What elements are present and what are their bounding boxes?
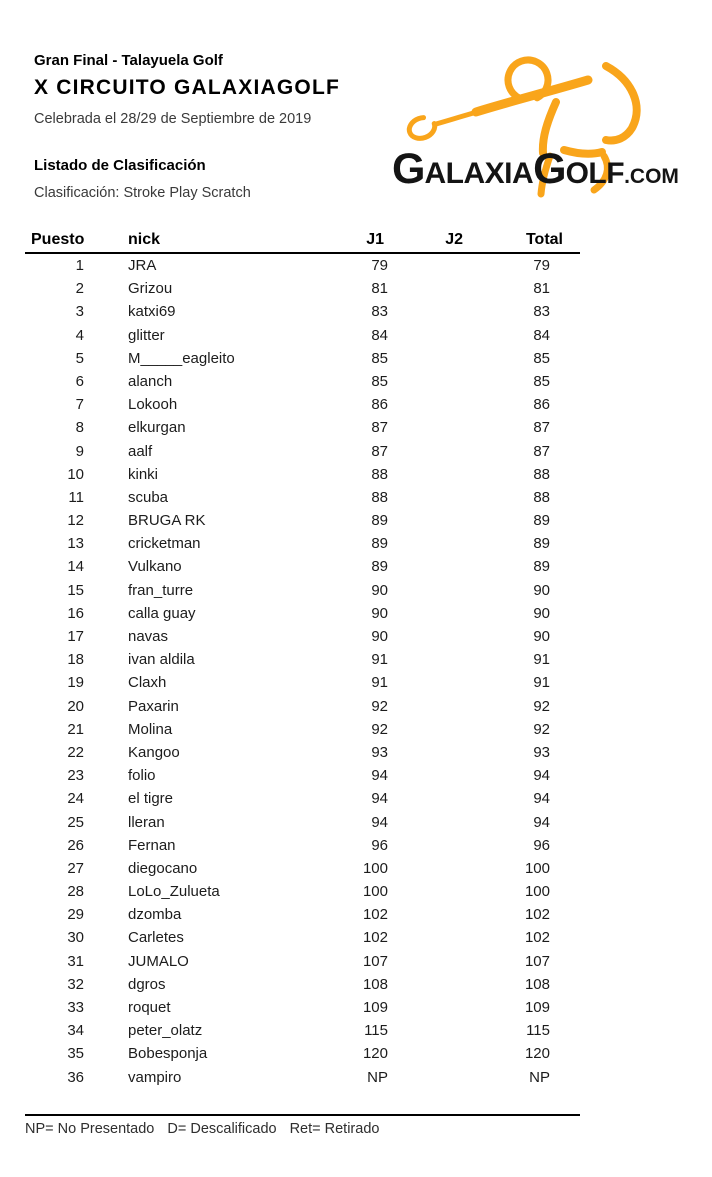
cell-j1: 79 (371, 257, 388, 274)
cell-puesto: 22 (67, 743, 84, 761)
cell-nick: el tigre (128, 790, 174, 808)
cell-nick: Molina (128, 720, 173, 738)
event-date: Celebrada el 28/29 de Septiembre de 2019 (34, 111, 312, 127)
cell-total: 89 (533, 558, 550, 576)
cell-total: 94 (533, 813, 550, 831)
table-row (25, 671, 580, 694)
results-legend (25, 1121, 379, 1137)
cell-nick: cricketman (128, 535, 201, 553)
cell-j1: 94 (371, 813, 388, 831)
table-row (25, 324, 580, 347)
cell-j2 (388, 950, 466, 973)
cell-j2 (388, 625, 466, 648)
cell-nick: calla guay (128, 604, 196, 622)
cell-j1: 94 (371, 790, 388, 808)
cell-puesto: 36 (67, 1068, 84, 1086)
cell-j2 (388, 1066, 466, 1089)
cell-total: 90 (533, 604, 550, 622)
cell-j1: 89 (371, 535, 388, 553)
cell-j1: 92 (371, 697, 388, 715)
cell-j2 (388, 926, 466, 949)
cell-puesto: 34 (67, 1022, 84, 1040)
cell-total: 79 (533, 257, 550, 274)
cell-total: 87 (533, 442, 550, 460)
cell-j1: 90 (371, 581, 388, 599)
cell-j1: 91 (371, 674, 388, 692)
cell-total: 94 (533, 790, 550, 808)
cell-nick: ivan aldila (128, 651, 195, 669)
cell-nick: M_____eagleito (128, 349, 235, 367)
table-row (25, 950, 580, 973)
cell-j2 (388, 324, 466, 347)
cell-puesto: 25 (67, 813, 84, 831)
table-row (25, 393, 580, 416)
cell-j1: 88 (371, 488, 388, 506)
cell-puesto: 11 (68, 488, 84, 506)
cell-j2 (388, 834, 466, 857)
cell-nick: Fernan (128, 836, 176, 854)
cell-nick: alanch (128, 372, 173, 390)
cell-j1: 84 (371, 326, 388, 344)
cell-puesto: 21 (67, 720, 84, 738)
cell-total: 92 (533, 720, 550, 738)
cell-nick: navas (128, 628, 169, 645)
cell-j2 (388, 648, 466, 671)
table-row (25, 1019, 580, 1042)
cell-j2 (388, 741, 466, 764)
cell-total: 85 (533, 349, 550, 367)
cell-total: 88 (533, 488, 550, 506)
cell-j2 (388, 579, 466, 602)
legend-d: D= Descalificado (167, 1121, 277, 1137)
cell-puesto: 9 (75, 442, 84, 460)
cell-puesto: 1 (75, 257, 84, 274)
cell-puesto: 33 (67, 999, 84, 1016)
col-j2: J2 (445, 231, 463, 248)
cell-j1: 87 (371, 442, 388, 460)
cell-j1: 108 (362, 975, 388, 993)
wordmark-g1: G (392, 145, 425, 193)
cell-total: 89 (533, 512, 550, 530)
cell-nick: Lokooh (128, 396, 178, 414)
cell-puesto: 26 (67, 836, 84, 854)
cell-nick: BRUGA RK (128, 512, 206, 530)
table-row (25, 416, 580, 439)
cell-j1: 96 (371, 836, 388, 854)
cell-j1: 86 (371, 396, 388, 414)
table-row (25, 300, 580, 323)
cell-total: 86 (533, 396, 550, 414)
cell-puesto: 23 (67, 767, 84, 785)
cell-j1: 100 (362, 859, 388, 877)
table-row (25, 579, 580, 602)
cell-total: 100 (524, 883, 550, 901)
cell-puesto: 27 (67, 859, 84, 877)
table-row (25, 509, 580, 532)
cell-nick: JUMALO (128, 952, 189, 970)
cell-total: 84 (533, 326, 550, 344)
cell-nick: Paxarin (128, 697, 179, 715)
cell-total: 109 (524, 999, 550, 1016)
cell-total: 120 (524, 1045, 550, 1063)
cell-puesto: 6 (75, 372, 84, 390)
cell-j1: 92 (371, 720, 388, 738)
cell-j1: 88 (371, 465, 388, 483)
col-total: Total (525, 231, 563, 248)
cell-total: 90 (533, 581, 550, 599)
cell-puesto: 35 (67, 1045, 84, 1063)
table-body (25, 254, 580, 1089)
cell-nick: folio (128, 767, 156, 785)
table-row (25, 880, 580, 903)
cell-j2 (388, 764, 466, 787)
cell-total: 107 (524, 952, 550, 970)
cell-puesto: 17 (67, 628, 84, 645)
table-row (25, 903, 580, 926)
cell-j2 (388, 532, 466, 555)
cell-total: 96 (533, 836, 550, 854)
table-row (25, 625, 580, 648)
cell-j1: 102 (362, 906, 388, 924)
cell-nick: Vulkano (128, 558, 182, 576)
table-row (25, 973, 580, 996)
cell-j2 (388, 463, 466, 486)
cell-total: 90 (533, 628, 550, 645)
cell-j2 (388, 1042, 466, 1065)
cell-puesto: 20 (67, 697, 84, 715)
table-row (25, 486, 580, 509)
cell-total: 91 (533, 651, 550, 669)
table-row (25, 695, 580, 718)
cell-j1: 100 (362, 883, 388, 901)
cell-total: 94 (533, 767, 550, 785)
cell-nick: fran_turre (128, 581, 194, 599)
cell-j2 (388, 718, 466, 741)
cell-nick: elkurgan (128, 419, 186, 437)
cell-j2 (388, 1019, 466, 1042)
cell-puesto: 32 (67, 975, 84, 993)
cell-j1: 81 (371, 280, 388, 298)
cell-j2 (388, 277, 466, 300)
cell-j2 (388, 880, 466, 903)
table-row (25, 996, 580, 1019)
cell-puesto: 5 (75, 349, 84, 367)
cell-total: 85 (533, 372, 550, 390)
cell-puesto: 31 (67, 952, 84, 970)
cell-j2 (388, 811, 466, 834)
cell-j2 (388, 996, 466, 1019)
cell-puesto: 7 (75, 396, 84, 414)
cell-puesto: 30 (67, 929, 84, 947)
classification-mode: Clasificación: Stroke Play Scratch (34, 185, 251, 201)
table-row (25, 1066, 580, 1089)
cell-j1: 120 (362, 1045, 388, 1063)
cell-j2 (388, 300, 466, 323)
table-row (25, 926, 580, 949)
cell-j2 (388, 440, 466, 463)
table-bottom-rule (25, 1114, 580, 1116)
galaxiagolf-logo (392, 50, 692, 200)
table-row (25, 741, 580, 764)
cell-total: NP (529, 1068, 550, 1086)
table-row (25, 834, 580, 857)
cell-nick: kinki (128, 465, 159, 483)
cell-nick: peter_olatz (128, 1022, 203, 1040)
cell-puesto: 29 (67, 906, 84, 924)
cell-nick: Bobesponja (128, 1045, 208, 1063)
cell-nick: aalf (128, 442, 153, 460)
cell-puesto: 13 (67, 535, 84, 553)
cell-total: 102 (524, 906, 550, 924)
cell-j1: 85 (371, 349, 388, 367)
listing-label: Listado de Clasificación (34, 157, 206, 174)
cell-puesto: 16 (67, 604, 84, 622)
cell-puesto: 15 (67, 581, 84, 599)
cell-j2 (388, 602, 466, 625)
event-name: Gran Final - Talayuela Golf (34, 52, 223, 69)
table-row (25, 787, 580, 810)
cell-nick: diegocano (128, 859, 198, 877)
cell-j2 (388, 973, 466, 996)
cell-j1: 85 (371, 372, 388, 390)
cell-j1: 102 (362, 929, 388, 947)
cell-j2 (388, 347, 466, 370)
cell-total: 93 (533, 743, 550, 761)
table-row (25, 811, 580, 834)
cell-puesto: 4 (75, 326, 84, 344)
table-row (25, 440, 580, 463)
table-row (25, 602, 580, 625)
cell-total: 91 (533, 674, 550, 692)
cell-puesto: 18 (67, 651, 84, 669)
cell-j2 (388, 857, 466, 880)
cell-nick: Grizou (128, 280, 173, 298)
cell-nick: dgros (128, 975, 166, 993)
cell-j1: 90 (371, 628, 388, 645)
cell-puesto: 2 (75, 280, 84, 298)
cell-j1: 89 (371, 512, 388, 530)
logo-wordmark (392, 145, 679, 193)
cell-j1: 91 (371, 651, 388, 669)
cell-puesto: 14 (67, 558, 84, 576)
cell-j2 (388, 555, 466, 578)
col-nick: nick (128, 231, 161, 248)
cell-total: 81 (533, 280, 550, 298)
wordmark-alaxia: ALAXIA (424, 157, 534, 190)
legend-np: NP= No Presentado (25, 1121, 155, 1137)
table-row (25, 347, 580, 370)
cell-j2 (388, 486, 466, 509)
wordmark-g2: G (533, 145, 566, 193)
cell-puesto: 10 (67, 465, 84, 483)
cell-puesto: 28 (67, 883, 84, 901)
cell-j1: 93 (371, 743, 388, 761)
legend-ret: Ret= Retirado (289, 1121, 380, 1137)
cell-j1: 115 (364, 1022, 388, 1040)
table-row (25, 764, 580, 787)
table-row (25, 254, 580, 277)
cell-j2 (388, 416, 466, 439)
table-row (25, 857, 580, 880)
cell-nick: Kangoo (128, 743, 180, 761)
cell-total: 88 (533, 465, 550, 483)
cell-nick: scuba (128, 488, 169, 506)
cell-j1: 90 (371, 604, 388, 622)
cell-j2 (388, 903, 466, 926)
cell-j1: NP (367, 1068, 388, 1086)
cell-nick: lleran (128, 813, 165, 831)
cell-j2 (388, 787, 466, 810)
table-row (25, 648, 580, 671)
cell-nick: katxi69 (128, 303, 176, 321)
page-title: X CIRCUITO GALAXIAGOLF (34, 76, 341, 99)
cell-j2 (388, 393, 466, 416)
wordmark-olf: OLF (565, 157, 625, 190)
cell-nick: LoLo_Zulueta (128, 883, 220, 901)
cell-total: 83 (533, 303, 550, 321)
table-row (25, 1042, 580, 1065)
cell-total: 102 (524, 929, 550, 947)
cell-nick: dzomba (128, 906, 182, 924)
cell-puesto: 12 (67, 512, 84, 530)
cell-nick: glitter (128, 326, 165, 344)
cell-j2 (388, 370, 466, 393)
cell-total: 87 (533, 419, 550, 437)
cell-j2 (388, 671, 466, 694)
cell-total: 108 (524, 975, 550, 993)
cell-puesto: 24 (67, 790, 84, 808)
cell-j1: 94 (371, 767, 388, 785)
table-header (25, 228, 580, 254)
cell-j1: 83 (371, 303, 388, 321)
table-row (25, 555, 580, 578)
cell-j1: 89 (371, 558, 388, 576)
table-row (25, 463, 580, 486)
cell-nick: roquet (128, 999, 171, 1016)
cell-total: 100 (524, 859, 550, 877)
cell-j1: 107 (362, 952, 388, 970)
col-j1: J1 (366, 231, 384, 248)
col-puesto: Puesto (31, 231, 85, 248)
cell-j1: 109 (362, 999, 388, 1016)
cell-nick: Carletes (128, 929, 184, 947)
cell-puesto: 19 (67, 674, 84, 692)
wordmark-tld: .COM (624, 165, 679, 188)
cell-j2 (388, 509, 466, 532)
cell-total: 92 (533, 697, 550, 715)
cell-j2 (388, 254, 466, 277)
cell-nick: vampiro (128, 1068, 182, 1086)
table-row (25, 532, 580, 555)
cell-nick: JRA (128, 257, 157, 274)
cell-j1: 87 (371, 419, 388, 437)
table-row (25, 370, 580, 393)
table-row (25, 277, 580, 300)
cell-total: 89 (533, 535, 550, 553)
cell-puesto: 8 (75, 419, 84, 437)
classification-table (25, 228, 580, 1089)
cell-nick: Claxh (128, 674, 167, 692)
cell-j2 (388, 695, 466, 718)
cell-puesto: 3 (75, 303, 84, 321)
table-row (25, 718, 580, 741)
cell-total: 115 (526, 1022, 550, 1040)
